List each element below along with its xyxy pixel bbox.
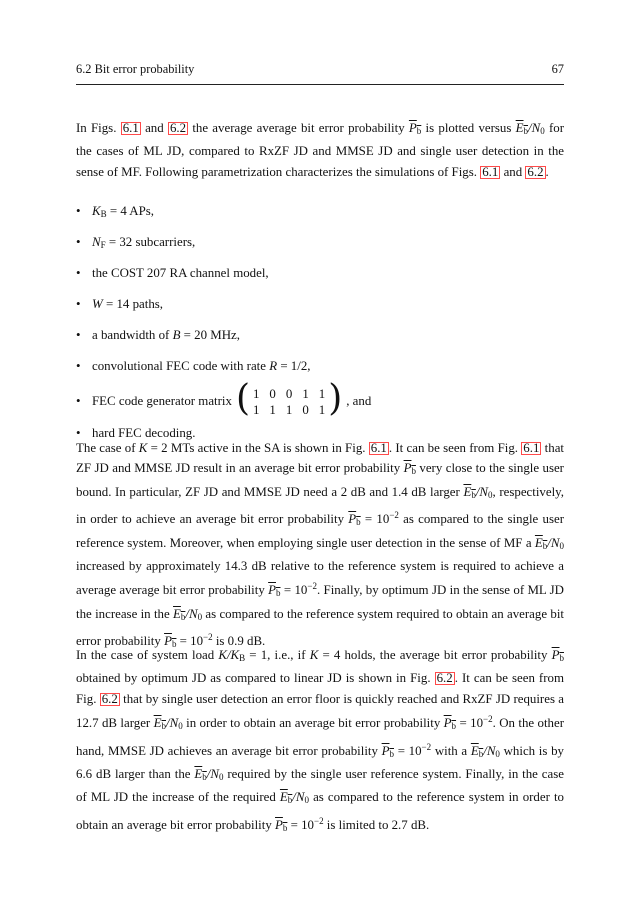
intro-paragraph: In Figs. 6.1 and 6.2 the average average bit error probability $P_b$ is plotted versus $E_b/N_0$ for the cases of ML JD, compared to RxZF JD and MMSE JD and single user detection in the sense of MF. Following parametrization characterizes the simulations of Figs. 6.1 and 6.2 . [76,121,564,179]
list-item: • W = 14 paths, [76,297,164,311]
figure-link[interactable]: 6.2 [436,671,453,686]
figure-link[interactable]: 6.2 [527,164,544,179]
figure-link[interactable]: 6.1 [482,164,499,179]
page-number: 67 [551,62,564,76]
page-body [76,118,565,833]
header-rule [76,84,564,85]
section-title: 6.2 Bit error probability [76,62,195,76]
list-item: • FEC code generator matrix ( 1 0 0 1 1 1 1 1 0 1 ) , and [76,378,372,420]
math-EbN0: $E_b/N_0$ [515,121,545,136]
math-Pb: $P_b$ [408,121,422,136]
paragraph-two-users: The case of K = 2 MTs active in the SA is shown in Fig. 6.1 . It can be seen from Fig. 6.1 that ZF JD and MMSE JD result in an average bit error probability $P_b$ very close to the single user bound. In particular, ZF JD and MMSE JD need a 2 dB and 1.4 dB larger $E_b/N_0$, respectively, in order to achieve an average bit error probability $P_b = 10^{-2}$ as compared to the single user reference system. Moreover, when employing single user detection in the sense of MF a $E_b/N_0$ increased by approximately 14.3 dB relative to the reference system is required to achieve a average average bit error probability $P_b = 10^{-2}$. Finally, by optimum JD in the sense of ML JD the increase in the $E_b/N_0$ as compared to the reference system required to obtain an average bit error probability $P_b = 10^{-2}$ is 0.9 dB. [76,441,565,650]
list-item: • hard FEC decoding. [76,426,196,440]
list-item: • a bandwidth of B = 20 MHz, [76,328,240,342]
figure-link[interactable]: 6.1 [122,121,139,135]
figure-link[interactable]: 6.1 [370,441,387,455]
paragraph-system-load: In the case of system load $K/K_B = 1$, i.e., if K = 4 holds, the average bit error probability $P_b$ obtained by optimum JD as compared to linear JD is shown in Fig. 6.2 . It can be seen from Fig. 6.2 that by single user detection an error floor is quickly reached and RxZF JD requires a 12.7 dB larger $E_b/N_0$ in order to obtain an average bit error probability $P_b = 10^{-2}$. On the other hand, MMSE JD achieves an average bit error probability $P_b = 10^{-2}$ with a $E_b/N_0$ which is by 6.6 dB larger than the $E_b/N_0$ required by the single user reference system. Finally, in the case of ML JD the increase of the required $E_b/N_0$ as compared to the reference system in order to obtain an average bit error probability $P_b = 10^{-2}$ is limited to 2.7 dB. [76,648,565,833]
figure-link[interactable]: 6.1 [523,441,540,455]
figure-link[interactable]: 6.2 [101,691,118,706]
list-item: • $N_F = 32$ subcarriers, [76,235,196,250]
generator-matrix: ( 1 0 0 1 1 1 1 1 0 1 ) [235,378,343,420]
figure-link[interactable]: 6.2 [169,121,187,135]
running-header [76,62,564,82]
list-item: • $K_B = 4$ APs, [76,204,155,219]
list-item: • convolutional FEC code with rate R = 1/2, [76,359,311,373]
list-item: • the COST 207 RA channel model, [76,266,269,280]
